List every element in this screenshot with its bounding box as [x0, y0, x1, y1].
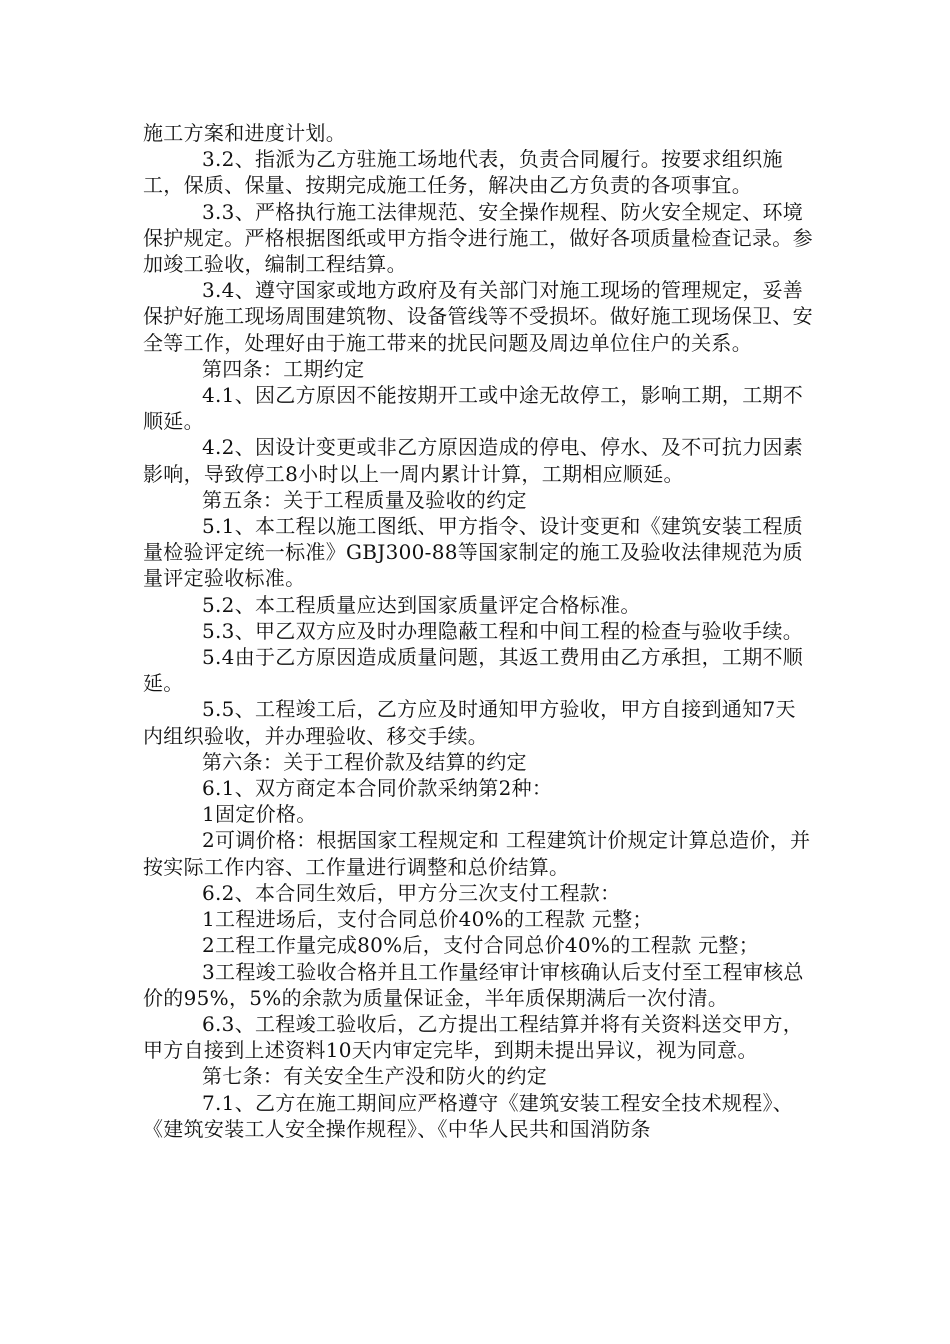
paragraph-clause-4-1: 4.1、因乙方原因不能按期开工或中途无故停工，影响工期，工期不顺延。	[143, 383, 804, 434]
section-heading-article-4: 第四条：工期约定	[202, 356, 365, 381]
document-body	[143, 120, 813, 1142]
paragraph-clause-3-4: 3.4、遵守国家或地方政府及有关部门对施工现场的管理规定，妥善保护好施工现场周围建筑物、设备管线等不受损坏。做好施工现场保卫、安全等工作，处理好由于施工带来的扰民问题及周边单位住户的关系。	[143, 278, 813, 355]
section-heading-article-5: 第五条：关于工程质量及验收的约定	[202, 487, 527, 512]
paragraph-clause-6-3: 6.3、工程竣工验收后，乙方提出工程结算并将有关资料送交甲方，甲方自接到上述资料10天内审定完毕，到期未提出异议，视为同意。	[143, 1011, 804, 1063]
section-heading-article-6: 第六条：关于工程价款及结算的约定	[202, 749, 527, 774]
paragraph-clause-3-3: 3.3、严格执行施工法律规范、安全操作规程、防火安全规定、环境保护规定。严格根据图纸或甲方指令进行施工，做好各项质量检查记录。参加竣工验收，编制工程结算。	[143, 199, 813, 277]
paragraph-clause-6-2: 6.2、本合同生效后，甲方分三次支付工程款：	[202, 880, 621, 905]
paragraph-clause-5-1: 5.1、本工程以施工图纸、甲方指令、设计变更和《建筑安装工程质量检验评定统一标准》GBJ300-88等国家制定的施工及验收法律规范为质量评定验收标准。	[143, 514, 804, 591]
paragraph-clause-5-2: 5.2、本工程质量应达到国家质量评定合格标准。	[202, 592, 641, 617]
paragraph-clause-4-2: 4.2、因设计变更或非乙方原因造成的停电、停水、及不可抗力因素影响，导致停工8小时以上一周内累计计算，工期相应顺延。	[143, 435, 804, 486]
paragraph-clause-5-4: 5.4由于乙方原因造成质量问题，其返工费用由乙方承担，工期不顺延。	[143, 645, 804, 696]
paragraph-payment-1: 1工程进场后，支付合同总价40%的工程款 元整；	[202, 907, 653, 932]
paragraph-continuation: 施工方案和进度计划。	[143, 121, 346, 145]
paragraph-price-option-1: 1固定价格。	[202, 802, 317, 827]
paragraph-price-option-2: 2可调价格：根据国家工程规定和 工程建筑计价规定计算总造价，并按实际工作内容、工作量进行调整和总价结算。	[143, 828, 811, 879]
paragraph-payment-2: 2工程工作量完成80%后，支付合同总价40%的工程款 元整；	[202, 933, 759, 958]
section-heading-article-7: 第七条：有关安全生产没和防火的约定	[202, 1064, 548, 1089]
paragraph-clause-7-1: 7.1、乙方在施工期间应严格遵守《建筑安装工程安全技术规程》、《建筑安装工人安全操作规程》、《中华人民共和国消防条	[143, 1090, 794, 1141]
paragraph-clause-5-3: 5.3、甲乙双方应及时办理隐蔽工程和中间工程的检查与验收手续。	[202, 618, 804, 643]
paragraph-payment-3: 3工程竣工验收合格并且工作量经审计审核确认后支付至工程审核总价的95%，5%的余款为质量保证金，半年质保期满后一次付清。	[143, 959, 804, 1010]
paragraph-clause-6-1: 6.1、双方商定本合同价款采纳第2种：	[202, 776, 553, 801]
paragraph-clause-5-5: 5.5、工程竣工后，乙方应及时通知甲方验收，甲方自接到通知7天内组织验收，并办理验收、移交手续。	[143, 697, 796, 748]
paragraph-clause-3-2: 3.2、指派为乙方驻施工场地代表，负责合同履行。按要求组织施工，保质、保量、按期完成施工任务，解决由乙方负责的各项事宜。	[143, 147, 783, 198]
